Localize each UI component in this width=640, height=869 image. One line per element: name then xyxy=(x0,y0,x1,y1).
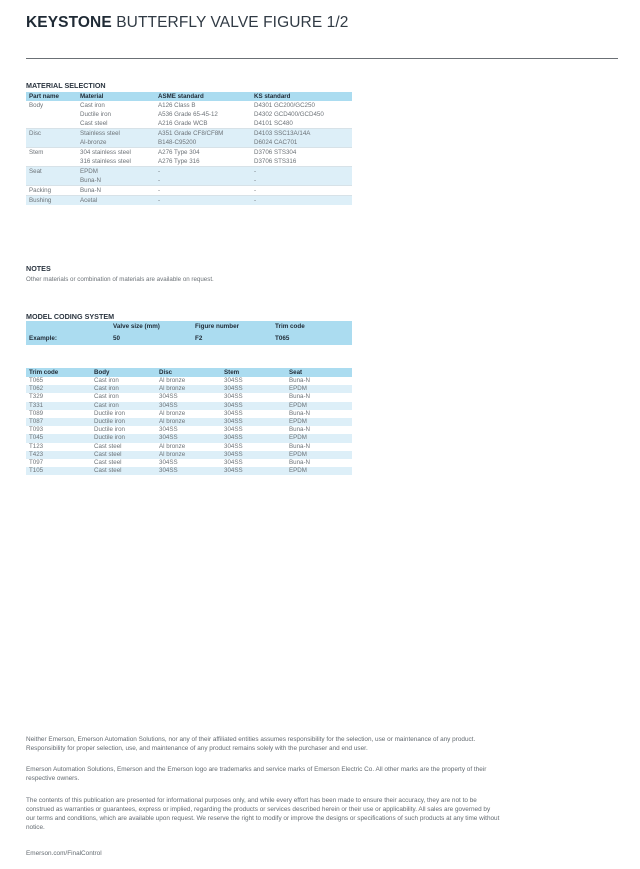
table-cell: A351 Grade CF8/CF8M xyxy=(155,129,251,139)
table-cell: Buna-N xyxy=(289,459,310,467)
table-cell: T329 xyxy=(29,393,44,401)
table-row xyxy=(26,110,352,119)
table-cell: Al bronze xyxy=(159,442,186,450)
table-cell: Buna-N xyxy=(289,409,310,417)
table-cell: Cast iron xyxy=(91,402,156,410)
table-cell: 304SS xyxy=(224,459,243,467)
table-cell xyxy=(26,157,77,167)
table-cell: 304SS xyxy=(156,402,221,410)
example-header: Trim code xyxy=(272,321,352,332)
table-cell: Buna-N xyxy=(289,393,310,401)
table-cell: Packing xyxy=(26,186,77,196)
table-cell: 304SS xyxy=(224,393,243,401)
example-row xyxy=(26,332,352,345)
disclaimer-trademarks xyxy=(26,765,614,783)
document-title: BUTTERFLY VALVE FIGURE 1/2 xyxy=(116,14,349,31)
table-cell: 304SS xyxy=(224,409,243,417)
table-cell: T423 xyxy=(26,451,91,459)
footer-line: construed as warranties or guarantees, express or implied, regarding the products or services described herein or their use or applicability. All sales are governed by xyxy=(26,806,491,813)
header-divider xyxy=(26,58,618,59)
table-row xyxy=(26,410,352,418)
table-cell: Buna-N xyxy=(289,442,310,450)
table-cell: T089 xyxy=(29,409,44,417)
table-cell: T093 xyxy=(29,426,44,434)
table-cell: Al bronze xyxy=(156,385,221,393)
table-row xyxy=(26,129,352,139)
table-row xyxy=(26,186,352,196)
disclaimer-contents xyxy=(26,796,614,832)
table-row xyxy=(26,377,352,385)
table-cell: A126 Class B xyxy=(158,102,196,109)
table-cell: T065 xyxy=(29,377,44,384)
table-cell: Buna-N xyxy=(289,377,310,384)
table-cell: A216 Grade WCB xyxy=(158,120,208,127)
table-cell: Cast steel xyxy=(94,459,122,467)
table-cell: Buna-N xyxy=(77,176,155,186)
table-cell: 304SS xyxy=(221,467,286,475)
table-cell: D4103 SSC13A/14A xyxy=(251,129,352,139)
table-row xyxy=(26,176,352,186)
table-cell: Buna-N xyxy=(289,426,310,434)
table-cell: T123 xyxy=(29,442,44,450)
table-header-row xyxy=(26,368,352,377)
table-cell: B148-C95200 xyxy=(155,138,251,148)
table-cell: Al bronze xyxy=(156,418,221,426)
example-label: Example: xyxy=(26,332,110,345)
brand-name: KEYSTONE xyxy=(26,14,112,31)
table-row xyxy=(26,393,352,401)
table-cell: 316 stainless steel xyxy=(80,158,131,165)
table-cell: D3706 STS304 xyxy=(251,148,352,158)
table-cell: 304SS xyxy=(221,451,286,459)
table-cell: Acetal xyxy=(77,196,155,206)
table-cell: D4302 GCD400/GCD450 xyxy=(254,111,324,118)
table-row xyxy=(26,426,352,434)
table-row xyxy=(26,157,352,167)
footer-line: The contents of this publication are presented for informational purposes only, and while every effort has been made to ensure their accuracy, they are not to be xyxy=(26,797,477,804)
table-cell: - xyxy=(155,196,251,206)
table-row xyxy=(26,101,352,110)
column-header: Stem xyxy=(221,368,286,377)
table-cell: 304SS xyxy=(156,434,221,442)
table-cell: D3706 STS316 xyxy=(254,158,297,165)
table-row xyxy=(26,418,352,426)
table-cell: EPDM xyxy=(286,434,352,442)
table-cell: 304SS xyxy=(156,467,221,475)
footer-line: Responsibility for proper selection, use, and maintenance of any product remains solely with the purchaser and end user. xyxy=(26,745,368,752)
example-header xyxy=(26,321,110,332)
column-header: Material xyxy=(77,92,155,101)
table-cell: T087 xyxy=(26,418,91,426)
table-cell: Cast steel xyxy=(94,442,122,450)
table-cell: 304SS xyxy=(221,434,286,442)
table-cell: - xyxy=(251,196,352,206)
table-row xyxy=(26,196,352,206)
table-cell: 304SS xyxy=(159,459,178,467)
table-cell: Stainless steel xyxy=(77,129,155,139)
column-header: ASME standard xyxy=(155,92,251,101)
footer-line: our terms and conditions, which are available upon request. We reserve the right to modify or improve the designs or specifications of such products at any time without xyxy=(26,815,500,822)
footer-line: Neither Emerson, Emerson Automation Solutions, nor any of their affiliated entities assumes responsibility for the selection, use or maintenance of any product. xyxy=(26,736,476,743)
table-row xyxy=(26,451,352,459)
table-cell: Ductile iron xyxy=(91,434,156,442)
table-cell: EPDM xyxy=(286,467,352,475)
table-row xyxy=(26,459,352,467)
footer-line: Emerson Automation Solutions, Emerson and the Emerson logo are trademarks and service marks of Emerson Electric Co. All other marks are the property of their xyxy=(26,766,487,773)
column-header: Disc xyxy=(156,368,221,377)
column-header: Seat xyxy=(286,368,352,377)
table-cell: Body xyxy=(29,102,44,109)
column-header: Trim code xyxy=(26,368,91,377)
table-row xyxy=(26,167,352,177)
table-cell: D4101 SC480 xyxy=(254,120,293,127)
table-cell: T331 xyxy=(26,402,91,410)
model-coding-title: MODEL CODING SYSTEM xyxy=(26,312,115,321)
table-cell: EPDM xyxy=(286,451,352,459)
table-cell: 304SS xyxy=(224,377,243,384)
table-row xyxy=(26,443,352,451)
footer-line: respective owners. xyxy=(26,775,80,782)
table-cell: 304 stainless steel xyxy=(77,148,155,158)
table-cell: T045 xyxy=(26,434,91,442)
table-cell: Cast steel xyxy=(91,467,156,475)
table-cell: Bushing xyxy=(26,196,77,206)
table-cell: 304SS xyxy=(159,393,178,401)
table-row xyxy=(26,467,352,475)
table-cell: Al-bronze xyxy=(77,138,155,148)
material-selection-table xyxy=(26,92,352,205)
table-cell: 304SS xyxy=(221,418,286,426)
table-cell: Cast iron xyxy=(91,385,156,393)
table-cell: Al bronze xyxy=(156,451,221,459)
table-cell xyxy=(26,138,77,148)
table-cell: - xyxy=(155,176,251,186)
example-figure-number: F2 xyxy=(192,332,272,345)
table-cell: - xyxy=(251,176,352,186)
table-cell: Cast iron xyxy=(94,377,119,384)
table-cell xyxy=(26,110,77,119)
table-cell: - xyxy=(155,167,251,177)
example-header: Valve size (mm) xyxy=(110,321,192,332)
example-header: Figure number xyxy=(192,321,272,332)
table-cell: 304SS xyxy=(159,426,178,434)
table-cell: - xyxy=(155,186,251,196)
table-cell: Buna-N xyxy=(77,186,155,196)
table-cell: 304SS xyxy=(221,402,286,410)
table-cell: Ductile iron xyxy=(94,409,125,417)
table-cell: T097 xyxy=(29,459,44,467)
table-cell: 304SS xyxy=(224,442,243,450)
table-cell: T105 xyxy=(26,467,91,475)
table-cell: Stem xyxy=(26,148,77,158)
trim-code-table xyxy=(26,368,352,475)
example-table xyxy=(26,321,352,345)
example-header-row xyxy=(26,321,352,332)
table-cell: D6024 CAC701 xyxy=(251,138,352,148)
table-cell xyxy=(26,119,77,129)
table-cell: A536 Grade 65-45-12 xyxy=(158,111,218,118)
table-cell: EPDM xyxy=(286,385,352,393)
table-row xyxy=(26,148,352,158)
column-header: KS standard xyxy=(251,92,352,101)
table-cell: Al bronze xyxy=(159,377,186,384)
table-cell: Ductile iron xyxy=(94,426,125,434)
table-cell xyxy=(26,176,77,186)
table-cell: EPDM xyxy=(286,418,352,426)
table-cell: Al bronze xyxy=(159,409,186,417)
table-cell: T062 xyxy=(26,385,91,393)
table-cell: EPDM xyxy=(286,402,352,410)
table-row xyxy=(26,138,352,148)
disclaimer-responsibility xyxy=(26,735,614,753)
table-cell: D4301 GC200/GC250 xyxy=(254,102,315,109)
table-header-row xyxy=(26,92,352,101)
example-valve-size: 50 xyxy=(110,332,192,345)
notes-text: Other materials or combination of materials are available on request. xyxy=(26,276,214,283)
table-cell: - xyxy=(251,167,352,177)
column-header: Part name xyxy=(26,92,77,101)
column-header: Body xyxy=(91,368,156,377)
table-row xyxy=(26,402,352,410)
table-cell: A276 Type 304 xyxy=(155,148,251,158)
notes-title: NOTES xyxy=(26,264,51,273)
table-row xyxy=(26,385,352,393)
table-cell: Cast iron xyxy=(80,102,105,109)
material-selection-title: MATERIAL SELECTION xyxy=(26,81,106,90)
table-cell: Ductile iron xyxy=(80,111,111,118)
website-link[interactable]: Emerson.com/FinalControl xyxy=(26,850,102,857)
table-cell: Cast iron xyxy=(94,393,119,401)
table-row xyxy=(26,119,352,129)
table-cell: 304SS xyxy=(224,426,243,434)
table-cell: Cast steel xyxy=(80,120,108,127)
table-cell: 304SS xyxy=(221,385,286,393)
table-cell: Disc xyxy=(26,129,77,139)
table-cell: Ductile iron xyxy=(91,418,156,426)
table-cell: A276 Type 316 xyxy=(158,158,200,165)
example-trim-code: T065 xyxy=(272,332,352,345)
page-title xyxy=(26,14,349,32)
table-cell: Cast steel xyxy=(91,451,156,459)
table-cell: - xyxy=(251,186,352,196)
table-cell: Seat xyxy=(26,167,77,177)
table-row xyxy=(26,434,352,442)
footer-line: notice. xyxy=(26,824,45,831)
table-cell: EPDM xyxy=(77,167,155,177)
